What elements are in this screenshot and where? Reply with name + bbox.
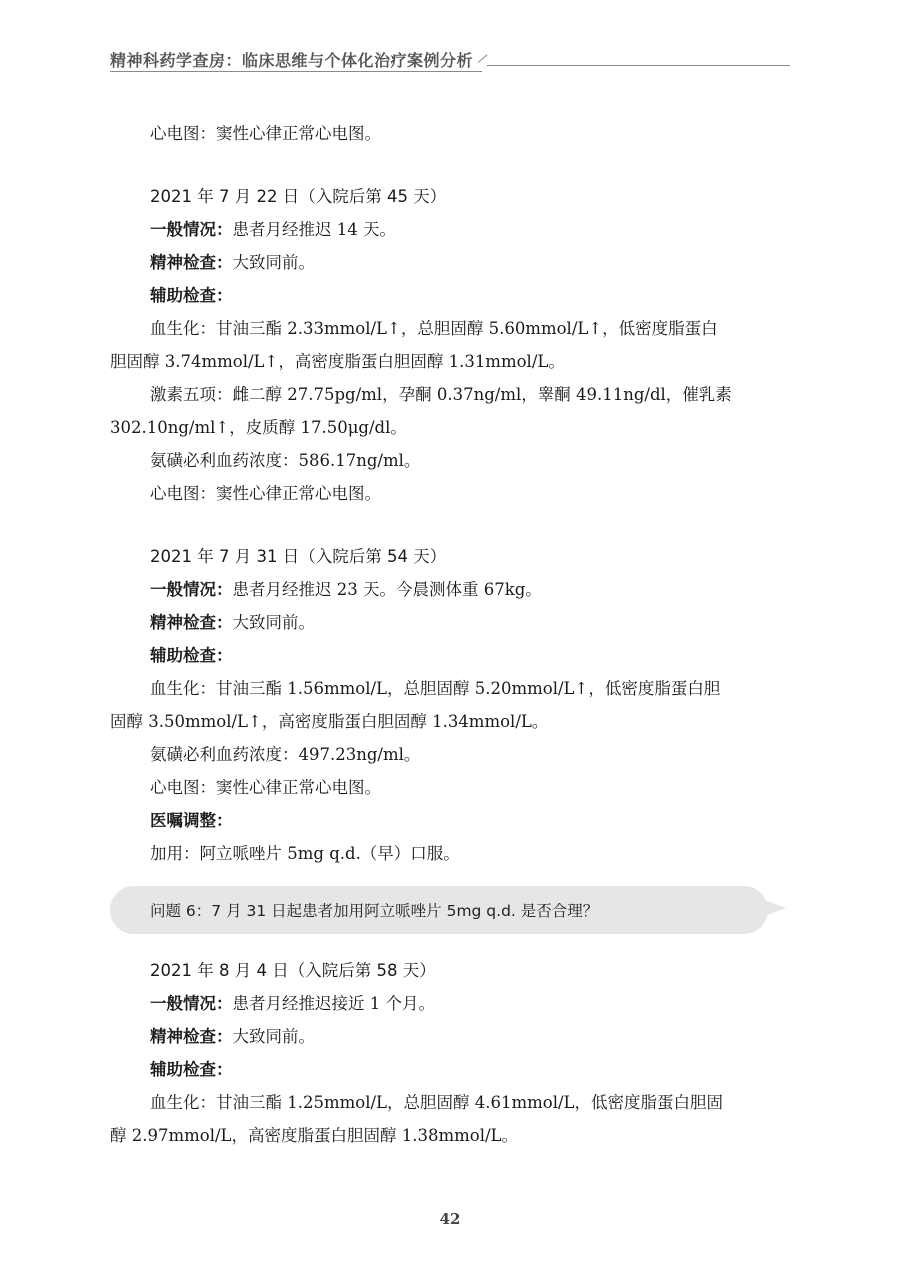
record-date: 2021 年 7 月 22 日（入院后第 45 天） [150, 187, 447, 206]
callout-tail [764, 900, 786, 916]
biochem-line-1: 血生化：甘油三酯 1.25mmol/L，总胆固醇 4.61mmol/L，低密度脂蛋白胆固 [150, 1093, 724, 1112]
drug-level-line: 氨磺必利血药浓度：586.17ng/ml。 [150, 451, 421, 470]
page-content [110, 117, 780, 1152]
mental-label: 精神检查： [150, 613, 233, 632]
question-callout [110, 886, 768, 934]
mental-line [110, 246, 780, 279]
mental-line [110, 1020, 780, 1053]
general-text: 患者月经推迟接近 1 个月。 [232, 994, 435, 1013]
page-number: 42 [439, 1210, 461, 1228]
order-line: 加用：阿立哌唑片 5mg q.d.（早）口服。 [150, 844, 460, 863]
general-text: 患者月经推迟 14 天。 [232, 220, 396, 239]
general-label: 一般情况： [150, 220, 233, 239]
record-2021-07-22 [110, 180, 780, 510]
spacer [110, 150, 780, 180]
record-2021-07-31 [110, 540, 780, 870]
mental-text: 大致同前。 [232, 613, 315, 632]
header-rule-slant [478, 54, 488, 62]
mental-line [110, 606, 780, 639]
order-label: 医嘱调整： [150, 811, 233, 830]
general-label: 一般情况： [150, 994, 233, 1013]
running-header [110, 48, 790, 74]
ecg-line: 心电图：窦性心律正常心电图。 [150, 778, 381, 797]
biochem-line-1: 血生化：甘油三酯 2.33mmol/L↑，总胆固醇 5.60mmol/L↑，低密度脂蛋白 [150, 319, 718, 338]
general-line [110, 213, 780, 246]
record-date: 2021 年 7 月 31 日（入院后第 54 天） [150, 547, 447, 566]
spacer [110, 510, 780, 540]
mental-text: 大致同前。 [232, 253, 315, 272]
hormone-line-2: 302.10ng/ml↑，皮质醇 17.50μg/dl。 [110, 418, 407, 437]
ecg-line: 心电图：窦性心律正常心电图。 [150, 124, 381, 143]
mental-label: 精神检查： [150, 1027, 233, 1046]
aux-label: 辅助检查： [150, 1060, 233, 1079]
general-line [110, 573, 780, 606]
header-rule-left [110, 71, 482, 72]
hormone-line-1: 激素五项：雌二醇 27.75pg/ml，孕酮 0.37ng/ml，睾酮 49.11ng/dl，催乳素 [150, 385, 732, 404]
book-title: 精神科药学查房：临床思维与个体化治疗案例分析 [110, 51, 474, 70]
biochem-line-2: 固醇 3.50mmol/L↑，高密度脂蛋白胆固醇 1.34mmol/L。 [110, 712, 549, 731]
ecg-line: 心电图：窦性心律正常心电图。 [150, 484, 381, 503]
drug-level-line: 氨磺必利血药浓度：497.23ng/ml。 [150, 745, 421, 764]
mental-text: 大致同前。 [232, 1027, 315, 1046]
record-2021-08-04 [110, 954, 780, 1152]
header-rule-right [487, 65, 790, 66]
biochem-line-2: 胆固醇 3.74mmol/L↑，高密度脂蛋白胆固醇 1.31mmol/L。 [110, 352, 565, 371]
record-date: 2021 年 8 月 4 日（入院后第 58 天） [150, 961, 436, 980]
question-text: 问题 6：7 月 31 日起患者加用阿立哌唑片 5mg q.d. 是否合理？ [150, 902, 599, 920]
biochem-line-2: 醇 2.97mmol/L，高密度脂蛋白胆固醇 1.38mmol/L。 [110, 1126, 519, 1145]
general-line [110, 987, 780, 1020]
mental-label: 精神检查： [150, 253, 233, 272]
general-label: 一般情况： [150, 580, 233, 599]
aux-label: 辅助检查： [150, 286, 233, 305]
aux-label: 辅助检查： [150, 646, 233, 665]
general-text: 患者月经推迟 23 天。今晨测体重 67kg。 [232, 580, 542, 599]
biochem-line-1: 血生化：甘油三酯 1.56mmol/L，总胆固醇 5.20mmol/L↑，低密度脂蛋白胆 [150, 679, 721, 698]
